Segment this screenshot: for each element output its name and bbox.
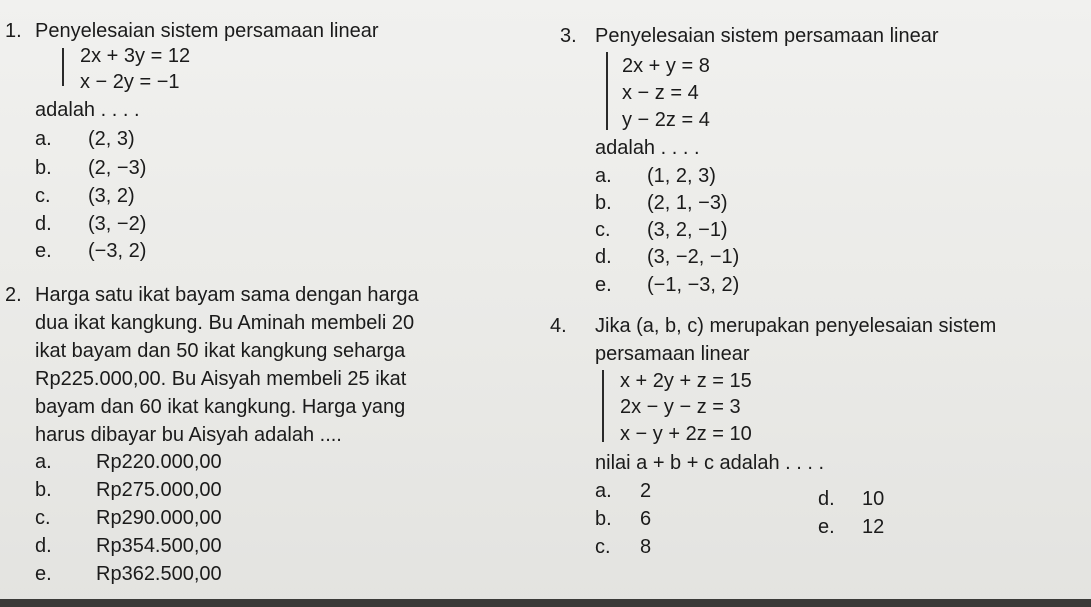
q4-equation-3: x − y + 2z = 10 <box>620 423 752 445</box>
q1-equation-1: 2x + 3y = 12 <box>80 45 191 67</box>
q1-option-b-value: (2, −3) <box>88 157 147 179</box>
q4-line-2: persamaan linear <box>595 343 750 365</box>
q3-title: Penyelesaian sistem persamaan linear <box>595 25 939 47</box>
q3-option-a-label: a. <box>595 165 612 187</box>
q3-adalah: adalah . . . . <box>595 137 700 159</box>
q3-option-a-value: (1, 2, 3) <box>647 165 716 187</box>
q3-number: 3. <box>560 25 577 47</box>
q3-equation-1: 2x + y = 8 <box>622 55 710 77</box>
q2-line-3: ikat bayam dan 50 ikat kangkung seharga <box>35 340 406 362</box>
q2-option-b-label: b. <box>35 479 52 501</box>
q4-question: nilai a + b + c adalah . . . . <box>595 452 825 474</box>
q4-option-c-label: c. <box>595 536 611 558</box>
q4-system-brace <box>602 370 604 442</box>
q3-option-e-label: e. <box>595 274 612 296</box>
q1-system-brace <box>62 48 64 86</box>
q1-adalah: adalah . . . . <box>35 99 140 121</box>
q2-option-d-label: d. <box>35 535 52 557</box>
q4-number: 4. <box>550 315 567 337</box>
q1-option-a-value: (2, 3) <box>88 128 135 150</box>
q1-option-e-label: e. <box>35 240 52 262</box>
q1-option-d-label: d. <box>35 213 52 235</box>
q1-option-e-value: (−3, 2) <box>88 240 147 262</box>
q1-number: 1. <box>5 20 22 42</box>
q4-equation-2: 2x − y − z = 3 <box>620 396 741 418</box>
q4-option-d-label: d. <box>818 488 835 510</box>
q3-option-c-label: c. <box>595 219 611 241</box>
q4-option-e-value: 12 <box>862 516 885 538</box>
q1-option-b-label: b. <box>35 157 52 179</box>
q4-line-1: Jika (a, b, c) merupakan penyelesaian sistem <box>595 315 997 337</box>
q1-title: Penyelesaian sistem persamaan linear <box>35 20 379 42</box>
q1-equation-2: x − 2y = −1 <box>80 71 180 93</box>
q2-line-4: Rp225.000,00. Bu Aisyah membeli 25 ikat <box>35 368 407 390</box>
q2-line-6: harus dibayar bu Aisyah adalah .... <box>35 424 342 446</box>
q4-equation-1: x + 2y + z = 15 <box>620 370 752 392</box>
q2-option-c-label: c. <box>35 507 51 529</box>
q2-option-e-value: Rp362.500,00 <box>96 563 222 585</box>
q2-option-a-value: Rp220.000,00 <box>96 451 222 473</box>
q4-option-b-label: b. <box>595 508 612 530</box>
q4-option-b-value: 6 <box>640 508 652 530</box>
q4-option-a-value: 2 <box>640 480 652 502</box>
q2-line-5: bayam dan 60 ikat kangkung. Harga yang <box>35 396 406 418</box>
q3-system-brace <box>606 52 608 130</box>
q1-option-a-label: a. <box>35 128 52 150</box>
q3-option-d-value: (3, −2, −1) <box>647 246 740 268</box>
q3-equation-2: x − z = 4 <box>622 82 699 104</box>
q2-line-1: Harga satu ikat bayam sama dengan harga <box>35 284 419 306</box>
q2-option-d-value: Rp354.500,00 <box>96 535 222 557</box>
q4-option-a-label: a. <box>595 480 612 502</box>
q2-option-c-value: Rp290.000,00 <box>96 507 222 529</box>
q3-option-d-label: d. <box>595 246 612 268</box>
q1-option-c-label: c. <box>35 185 51 207</box>
q4-option-c-value: 8 <box>640 536 652 558</box>
q2-option-b-value: Rp275.000,00 <box>96 479 222 501</box>
q1-option-c-value: (3, 2) <box>88 185 135 207</box>
q3-option-c-value: (3, 2, −1) <box>647 219 728 241</box>
q3-equation-3: y − 2z = 4 <box>622 109 710 131</box>
q1-option-d-value: (3, −2) <box>88 213 147 235</box>
q2-line-2: dua ikat kangkung. Bu Aminah membeli 20 <box>35 312 415 334</box>
q3-option-e-value: (−1, −3, 2) <box>647 274 740 296</box>
q2-option-e-label: e. <box>35 563 52 585</box>
q4-option-d-value: 10 <box>862 488 885 510</box>
q3-option-b-value: (2, 1, −3) <box>647 192 728 214</box>
q4-option-e-label: e. <box>818 516 835 538</box>
q2-option-a-label: a. <box>35 451 52 473</box>
q2-number: 2. <box>5 284 22 306</box>
q3-option-b-label: b. <box>595 192 612 214</box>
page-bottom-shadow <box>0 599 1091 607</box>
